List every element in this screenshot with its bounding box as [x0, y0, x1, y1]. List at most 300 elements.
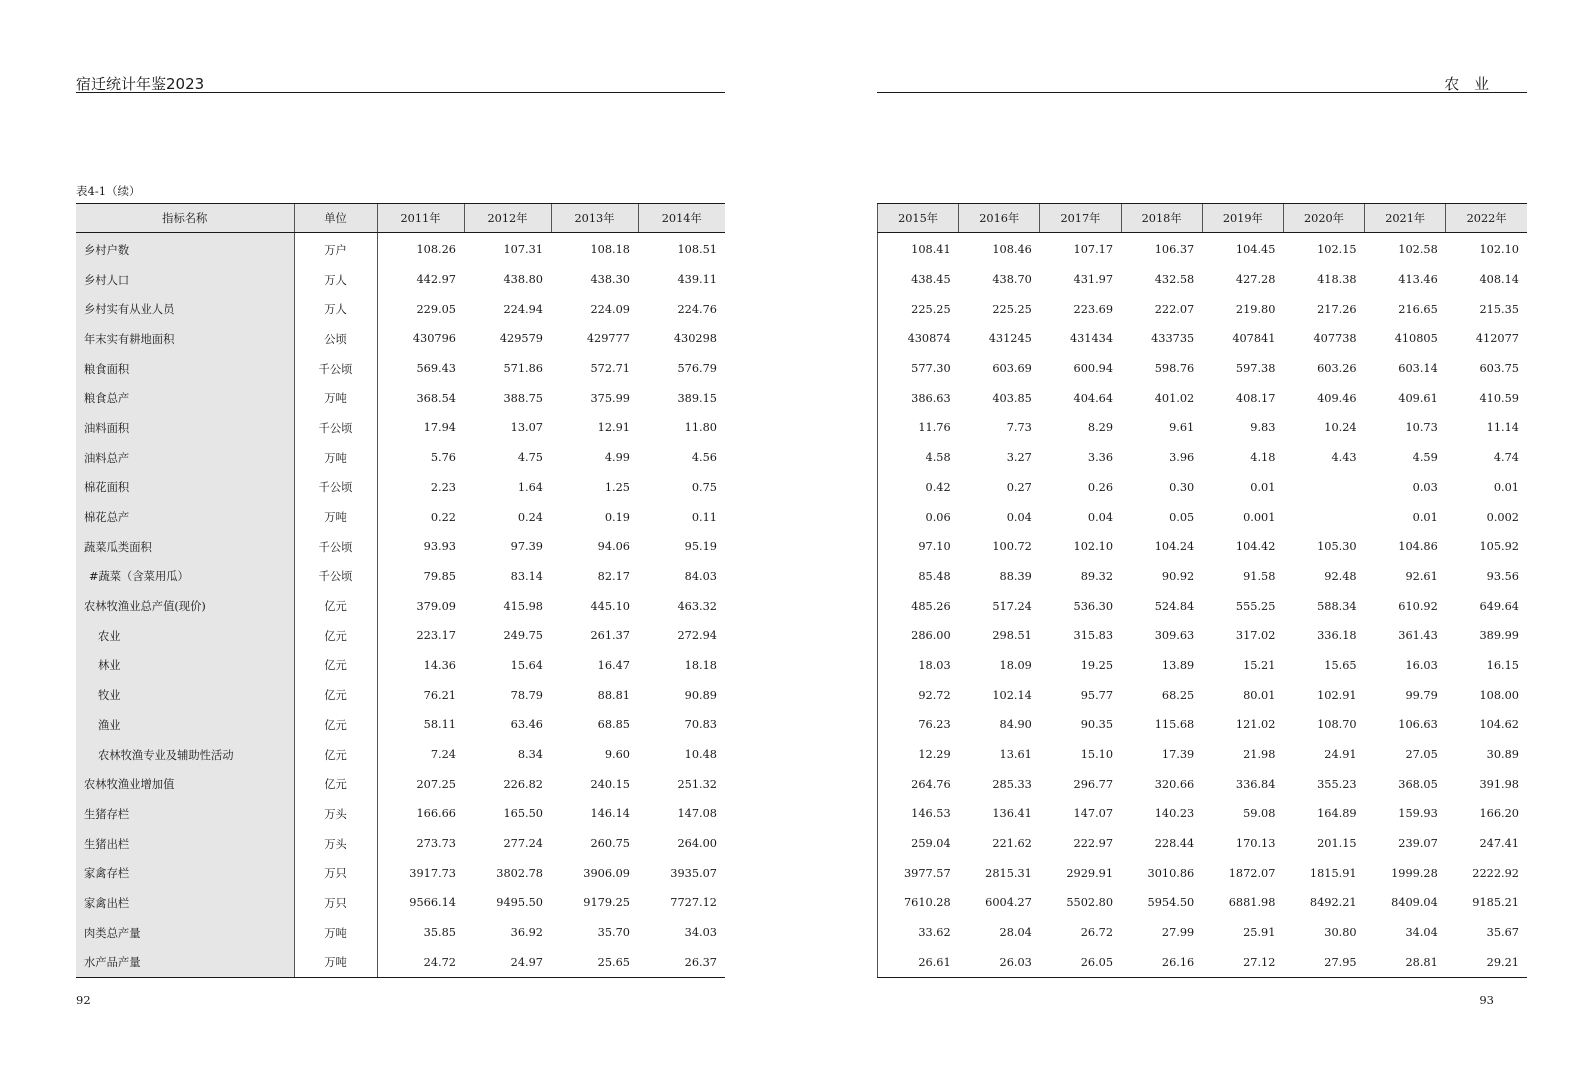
value-cell: 3.36	[1087, 451, 1114, 465]
value-cell: 228.44	[1154, 837, 1195, 851]
value-cell: 368.05	[1398, 777, 1438, 791]
value-cell: 19.25	[1080, 658, 1114, 672]
table-row	[76, 265, 725, 295]
table-row	[76, 829, 725, 859]
value-cell: 3010.86	[1147, 866, 1195, 880]
value-cell: 3906.09	[583, 866, 630, 880]
value-cell: 1.25	[604, 480, 630, 494]
value-cell: 102.14	[992, 688, 1032, 702]
value-cell: 34.03	[684, 926, 717, 940]
indicator-name: 渔业	[76, 710, 294, 740]
value-cell: 0.04	[1006, 510, 1032, 524]
indicator-name: 肉类总产量	[76, 918, 294, 948]
value-cell: 603.26	[1317, 362, 1357, 376]
value-cell: 603.14	[1398, 362, 1438, 376]
value-cell: 0.001	[1243, 510, 1276, 524]
value-cell: 427.28	[1235, 273, 1276, 287]
value-cell: 431.97	[1073, 273, 1114, 287]
column-header-year: 2021年	[1365, 204, 1446, 233]
value-cell: 438.70	[992, 273, 1032, 287]
value-cell: 94.06	[597, 540, 630, 554]
indicator-name: 农林牧渔专业及辅助性活动	[76, 740, 294, 770]
value-cell: 247.41	[1479, 837, 1519, 851]
value-cell: 4.18	[1250, 451, 1276, 465]
table-row	[76, 710, 725, 740]
table-row	[878, 710, 1528, 740]
table-row	[76, 858, 725, 888]
value-cell: 102.58	[1398, 243, 1438, 257]
value-cell: 555.25	[1235, 599, 1276, 613]
value-cell: 261.37	[590, 629, 630, 643]
value-cell: 430796	[412, 332, 456, 346]
value-cell: 225.25	[878, 294, 959, 324]
unit-cell: 亿元	[294, 651, 377, 681]
indicator-name: 家禽存栏	[76, 858, 294, 888]
value-cell: 89.32	[1080, 569, 1114, 583]
value-cell: 108.18	[590, 243, 630, 257]
left-page	[0, 0, 793, 1077]
value-cell: 409.46	[1317, 391, 1357, 405]
indicator-name: 牧业	[76, 680, 294, 710]
value-cell: 70.83	[684, 718, 717, 732]
table-header-row	[76, 204, 725, 233]
value-cell: 536.30	[1073, 599, 1114, 613]
value-cell: 600.94	[1073, 362, 1114, 376]
value-cell: 104.24	[1154, 540, 1195, 554]
value-cell: 102.15	[1317, 243, 1357, 257]
value-cell: 430874	[878, 324, 959, 354]
value-cell: 11.80	[684, 421, 717, 435]
value-cell: 159.93	[1398, 807, 1438, 821]
value-cell: 4.59	[1412, 451, 1438, 465]
value-cell: 68.25	[1161, 688, 1195, 702]
table-row	[878, 651, 1528, 681]
value-cell: 273.73	[416, 837, 456, 851]
table-row	[878, 680, 1528, 710]
table-body	[76, 233, 725, 978]
value-cell: 0.22	[430, 510, 456, 524]
value-cell: 12.29	[878, 740, 959, 770]
value-cell: 391.98	[1479, 777, 1519, 791]
indicator-name: 乡村人口	[76, 265, 294, 295]
value-cell: 315.83	[1073, 629, 1114, 643]
column-header-unit: 单位	[294, 204, 377, 233]
table-row	[878, 443, 1528, 473]
column-header-year: 2018年	[1121, 204, 1202, 233]
value-cell: 146.53	[878, 799, 959, 829]
table-row	[76, 443, 725, 473]
value-cell: 26.72	[1080, 926, 1114, 940]
unit-cell: 万只	[294, 888, 377, 918]
unit-cell: 万吨	[294, 383, 377, 413]
value-cell: 93.56	[1486, 569, 1519, 583]
value-cell: 219.80	[1235, 302, 1276, 316]
value-cell: 26.37	[638, 948, 725, 978]
value-cell: 104.45	[1235, 243, 1276, 257]
value-cell: 2929.91	[1066, 866, 1114, 880]
value-cell: 2222.92	[1472, 866, 1519, 880]
value-cell: 3935.07	[670, 866, 717, 880]
table-row	[76, 324, 725, 354]
value-cell: 108.26	[416, 243, 456, 257]
value-cell: 27.05	[1405, 748, 1438, 762]
value-cell: 17.39	[1161, 748, 1195, 762]
value-cell: 18.09	[999, 658, 1032, 672]
value-cell: 136.41	[992, 807, 1032, 821]
column-header-year: 2019年	[1202, 204, 1283, 233]
table-row	[878, 354, 1528, 384]
value-cell: 102.10	[1479, 243, 1519, 257]
value-cell: 5954.50	[1147, 896, 1195, 910]
value-cell: 285.33	[992, 777, 1032, 791]
value-cell: 10.73	[1405, 421, 1438, 435]
value-cell: 222.07	[1154, 302, 1195, 316]
value-cell: 108.41	[878, 233, 959, 265]
column-header-year: 2022年	[1446, 204, 1527, 233]
table-row	[878, 740, 1528, 770]
book-title: 宿迁统计年鉴2023	[76, 75, 205, 93]
indicator-name: 油料面积	[76, 413, 294, 443]
value-cell: 79.85	[423, 569, 456, 583]
header-rule	[877, 92, 1527, 93]
table-row	[76, 918, 725, 948]
unit-cell: 亿元	[294, 740, 377, 770]
table-row	[76, 740, 725, 770]
value-cell: 320.66	[1154, 777, 1195, 791]
value-cell: 386.63	[878, 383, 959, 413]
value-cell: 108.70	[1317, 718, 1357, 732]
value-cell: 11.76	[878, 413, 959, 443]
table-row	[76, 621, 725, 651]
value-cell: 90.35	[1080, 718, 1114, 732]
value-cell: 30.80	[1324, 926, 1357, 940]
value-cell: 78.79	[510, 688, 543, 702]
table-row	[878, 502, 1528, 532]
table-row	[76, 591, 725, 621]
table-row	[878, 324, 1528, 354]
value-cell: 603.75	[1479, 362, 1519, 376]
value-cell: 403.85	[992, 391, 1032, 405]
value-cell: 368.54	[416, 391, 456, 405]
value-cell: 84.03	[684, 569, 717, 583]
value-cell: 102.10	[1073, 540, 1114, 554]
value-cell: 438.80	[503, 273, 543, 287]
value-cell: 215.35	[1479, 302, 1519, 316]
value-cell: 0.26	[1087, 480, 1114, 494]
table-row	[878, 948, 1528, 978]
value-cell: 104.86	[1398, 540, 1438, 554]
value-cell: 251.32	[677, 777, 717, 791]
unit-cell: 万头	[294, 799, 377, 829]
value-cell: 264.00	[677, 837, 717, 851]
value-cell: 93.93	[423, 540, 456, 554]
value-cell: 401.02	[1154, 391, 1195, 405]
column-header-year: 2014年	[638, 204, 725, 233]
value-cell: 11.14	[1486, 421, 1519, 435]
value-cell: 240.15	[590, 777, 630, 791]
right-page	[793, 0, 1587, 1077]
value-cell: 577.30	[878, 354, 959, 384]
value-cell: 610.92	[1398, 599, 1438, 613]
table-row	[878, 769, 1528, 799]
statistics-table-right	[877, 203, 1527, 978]
indicator-name: 油料总产	[76, 443, 294, 473]
value-cell: 8409.04	[1391, 896, 1438, 910]
value-cell: 27.95	[1283, 948, 1364, 978]
value-cell: 412077	[1475, 332, 1519, 346]
value-cell: 12.91	[597, 421, 630, 435]
value-cell: 106.37	[1154, 243, 1195, 257]
value-cell: 9.83	[1250, 421, 1276, 435]
value-cell: 1815.91	[1309, 866, 1357, 880]
value-cell: 115.68	[1154, 718, 1195, 732]
value-cell: 21.98	[1243, 748, 1276, 762]
indicator-name: 棉花面积	[76, 473, 294, 503]
value-cell: 95.77	[1080, 688, 1114, 702]
value-cell: 16.47	[597, 658, 630, 672]
value-cell: 221.62	[992, 837, 1032, 851]
value-cell: 0.11	[691, 510, 717, 524]
value-cell: 260.75	[590, 837, 630, 851]
value-cell: 597.38	[1235, 362, 1276, 376]
value-cell: 63.46	[510, 718, 543, 732]
value-cell: 223.17	[416, 629, 456, 643]
value-cell: 277.24	[503, 837, 543, 851]
table-row	[878, 621, 1528, 651]
value-cell: 4.99	[604, 451, 630, 465]
table-row	[878, 413, 1528, 443]
value-cell: 603.69	[992, 362, 1032, 376]
indicator-name: 农林牧渔业增加值	[76, 769, 294, 799]
value-cell: 105.92	[1479, 540, 1519, 554]
value-cell: 15.65	[1324, 658, 1357, 672]
value-cell: 224.76	[677, 302, 717, 316]
value-cell: 97.39	[510, 540, 543, 554]
value-cell: 18.18	[684, 658, 717, 672]
table-row	[878, 591, 1528, 621]
unit-cell: 千公顷	[294, 532, 377, 562]
value-cell: 5.76	[430, 451, 456, 465]
value-cell: 3.96	[1169, 451, 1195, 465]
value-cell: 336.84	[1235, 777, 1276, 791]
value-cell: 361.43	[1398, 629, 1438, 643]
table-row	[878, 532, 1528, 562]
table-row	[878, 294, 1528, 324]
value-cell: 0.06	[878, 502, 959, 532]
value-cell	[1283, 473, 1364, 503]
table-caption: 表4-1（续）	[76, 184, 141, 198]
unit-cell: 万吨	[294, 948, 377, 978]
unit-cell: 万人	[294, 265, 377, 295]
value-cell: 410805	[1394, 332, 1438, 346]
value-cell: 147.08	[677, 807, 717, 821]
value-cell: 108.46	[992, 243, 1032, 257]
value-cell: 4.56	[691, 451, 717, 465]
value-cell: 9179.25	[583, 896, 630, 910]
indicator-name: #蔬菜（含菜用瓜）	[76, 562, 294, 592]
value-cell: 409.61	[1398, 391, 1438, 405]
value-cell: 92.48	[1324, 569, 1357, 583]
indicator-name: 粮食面积	[76, 354, 294, 384]
indicator-name: 林业	[76, 651, 294, 681]
value-cell: 4.43	[1331, 451, 1357, 465]
table-row	[878, 799, 1528, 829]
value-cell: 25.65	[551, 948, 638, 978]
value-cell: 6004.27	[985, 896, 1032, 910]
value-cell: 439.11	[677, 273, 717, 287]
unit-cell: 万头	[294, 829, 377, 859]
column-header-year: 2012年	[464, 204, 551, 233]
unit-cell: 亿元	[294, 591, 377, 621]
value-cell: 407841	[1232, 332, 1276, 346]
value-cell: 68.85	[597, 718, 630, 732]
value-cell: 13.07	[510, 421, 543, 435]
value-cell: 28.81	[1365, 948, 1446, 978]
value-cell: 24.97	[464, 948, 551, 978]
value-cell: 1872.07	[1228, 866, 1276, 880]
page-number: 93	[1479, 993, 1494, 1007]
value-cell: 438.45	[878, 265, 959, 295]
value-cell: 166.66	[416, 807, 456, 821]
page-number: 92	[76, 993, 91, 1007]
table-row	[76, 294, 725, 324]
value-cell: 336.18	[1317, 629, 1357, 643]
table-row	[76, 383, 725, 413]
indicator-name: 生猪出栏	[76, 829, 294, 859]
unit-cell: 亿元	[294, 710, 377, 740]
value-cell: 16.03	[1405, 658, 1438, 672]
value-cell: 588.34	[1317, 599, 1357, 613]
table-row	[76, 532, 725, 562]
value-cell: 17.94	[423, 421, 456, 435]
indicator-name: 乡村户数	[76, 233, 294, 265]
table-row	[878, 918, 1528, 948]
value-cell: 239.07	[1398, 837, 1438, 851]
value-cell: 99.79	[1405, 688, 1438, 702]
value-cell: 92.72	[878, 680, 959, 710]
value-cell: 15.10	[1080, 748, 1114, 762]
table-row	[878, 888, 1528, 918]
value-cell: 224.09	[590, 302, 630, 316]
column-header-year: 2015年	[878, 204, 959, 233]
value-cell: 9185.21	[1472, 896, 1519, 910]
value-cell: 438.30	[590, 273, 630, 287]
value-cell: 100.72	[992, 540, 1032, 554]
value-cell: 92.61	[1405, 569, 1438, 583]
value-cell: 90.89	[684, 688, 717, 702]
value-cell: 222.97	[1073, 837, 1114, 851]
value-cell: 485.26	[878, 591, 959, 621]
value-cell: 13.61	[999, 748, 1032, 762]
value-cell: 108.00	[1479, 688, 1519, 702]
column-header-year: 2013年	[551, 204, 638, 233]
indicator-name: 农林牧渔业总产值(现价)	[76, 591, 294, 621]
value-cell: 408.14	[1479, 273, 1519, 287]
value-cell: 216.65	[1398, 302, 1438, 316]
indicator-name: 水产品产量	[76, 948, 294, 978]
unit-cell: 万只	[294, 858, 377, 888]
value-cell: 88.39	[999, 569, 1032, 583]
value-cell: 201.15	[1317, 837, 1357, 851]
value-cell: 166.20	[1479, 807, 1519, 821]
unit-cell: 千公顷	[294, 473, 377, 503]
value-cell: 15.64	[510, 658, 543, 672]
indicator-name: 家禽出栏	[76, 888, 294, 918]
value-cell: 76.23	[878, 710, 959, 740]
value-cell: 4.74	[1493, 451, 1519, 465]
table-row	[76, 502, 725, 532]
value-cell: 264.76	[878, 769, 959, 799]
value-cell: 15.21	[1243, 658, 1276, 672]
value-cell: 9566.14	[409, 896, 456, 910]
table-row	[76, 562, 725, 592]
value-cell: 0.27	[1006, 480, 1032, 494]
value-cell: 3977.57	[878, 858, 959, 888]
column-header-year: 2020年	[1283, 204, 1364, 233]
value-cell: 88.81	[597, 688, 630, 702]
value-cell: 431434	[1069, 332, 1114, 346]
unit-cell: 亿元	[294, 769, 377, 799]
value-cell: 0.24	[517, 510, 543, 524]
value-cell: 8.29	[1087, 421, 1114, 435]
value-cell: 5502.80	[1066, 896, 1114, 910]
value-cell: 104.42	[1235, 540, 1276, 554]
value-cell: 26.16	[1121, 948, 1202, 978]
value-cell: 442.97	[416, 273, 456, 287]
value-cell: 0.01	[1412, 510, 1438, 524]
value-cell: 0.03	[1412, 480, 1438, 494]
value-cell: 379.09	[416, 599, 456, 613]
table-row	[76, 948, 725, 978]
value-cell: 26.05	[1040, 948, 1121, 978]
value-cell: 104.62	[1479, 718, 1519, 732]
header-rule	[76, 92, 725, 93]
value-cell: 576.79	[677, 362, 717, 376]
value-cell: 404.64	[1073, 391, 1114, 405]
value-cell: 18.03	[878, 651, 959, 681]
value-cell: 26.03	[959, 948, 1040, 978]
value-cell: 7.73	[1006, 421, 1032, 435]
value-cell: 147.07	[1073, 807, 1114, 821]
table-body	[878, 233, 1528, 978]
value-cell: 598.76	[1154, 362, 1195, 376]
value-cell: 7.24	[430, 748, 456, 762]
table-header-row	[878, 204, 1528, 233]
table-row	[76, 799, 725, 829]
value-cell: 6881.98	[1228, 896, 1276, 910]
value-cell: 388.75	[503, 391, 543, 405]
value-cell: 355.23	[1317, 777, 1357, 791]
value-cell: 433735	[1151, 332, 1195, 346]
table-row	[878, 473, 1528, 503]
value-cell: 84.90	[999, 718, 1032, 732]
value-cell: 572.71	[590, 362, 630, 376]
value-cell: 7727.12	[670, 896, 717, 910]
table-row	[878, 233, 1528, 265]
value-cell: 9.60	[604, 748, 630, 762]
value-cell: 0.04	[1087, 510, 1114, 524]
value-cell: 25.91	[1243, 926, 1276, 940]
value-cell: 2.23	[430, 480, 456, 494]
value-cell: 407738	[1313, 332, 1357, 346]
value-cell: 0.30	[1169, 480, 1195, 494]
indicator-name: 棉花总产	[76, 502, 294, 532]
value-cell: 418.38	[1317, 273, 1357, 287]
value-cell: 91.58	[1243, 569, 1276, 583]
unit-cell: 公顷	[294, 324, 377, 354]
value-cell: 34.04	[1405, 926, 1438, 940]
unit-cell: 万吨	[294, 918, 377, 948]
